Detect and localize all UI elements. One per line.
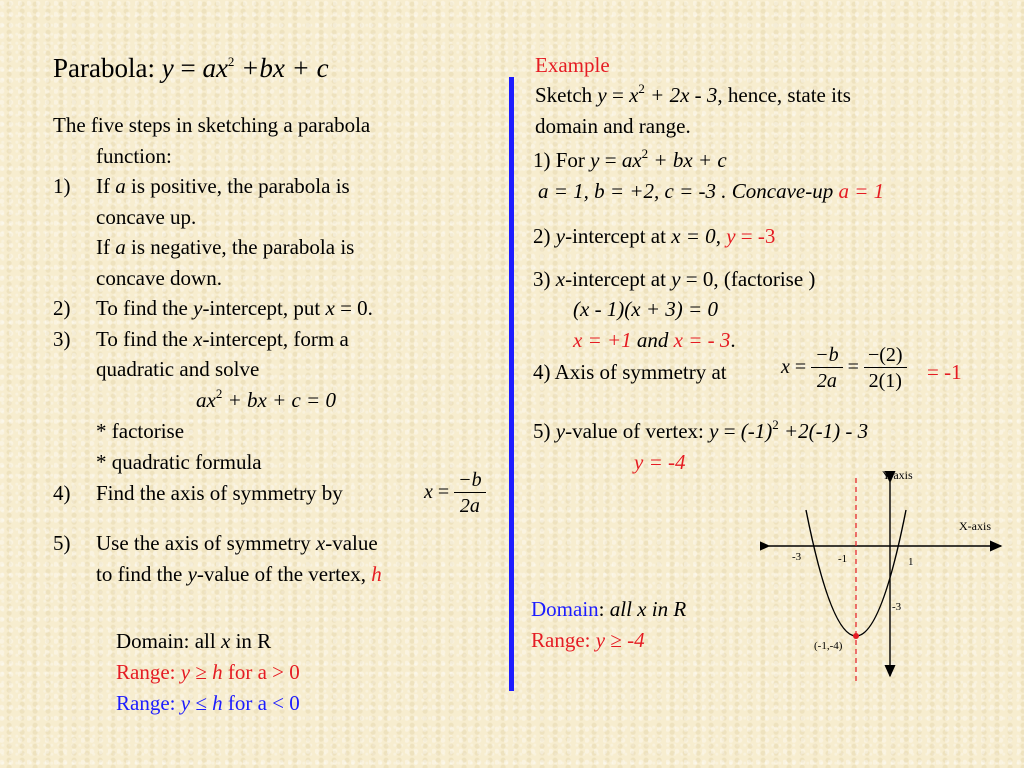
step-2-number: 2) <box>53 296 71 320</box>
range-rule-negative: Range: y ≤ h for a < 0 <box>116 691 300 715</box>
x-tick-neg-3: -3 <box>792 551 802 563</box>
step-1-number: 1) <box>53 174 71 198</box>
axis-of-symmetry-formula: x = $\frac{-b}{2a}$ <box>424 468 486 519</box>
solution-step-1: 1) For $y = ax^2$ + bx + c <box>533 146 727 172</box>
x-tick-neg-1: -1 <box>838 553 848 565</box>
axis-of-symmetry-result: = -1 <box>927 360 962 384</box>
range-rule-positive: Range: y ≥ h for a > 0 <box>116 660 300 684</box>
x-tick-1: 1 <box>908 556 914 568</box>
parabola-graph <box>760 462 1010 688</box>
page-title: Parabola: $y = ax^2 +bx + c$ <box>53 53 329 83</box>
x-intercept-roots: x = +1 and x = - 3. <box>573 328 736 352</box>
solution-step-4: 4) Axis of symmetry at <box>533 360 727 384</box>
example-label: Example <box>535 53 610 77</box>
vertex-y-value: y = -4 <box>634 450 686 474</box>
method-quadratic-formula: * quadratic formula <box>96 450 262 474</box>
method-factorise: * factorise <box>96 419 185 443</box>
intro-line-1: The five steps in sketching a parabola <box>53 113 371 137</box>
step-4-text: Find the axis of symmetry by <box>96 481 343 505</box>
step-1-line-2: concave up. <box>96 205 197 229</box>
y-intercept-label: -3 <box>892 601 902 613</box>
step-5-line-1: Use the axis of symmetry x-value <box>96 531 378 555</box>
column-divider <box>509 77 514 691</box>
example-sketch-line-1: Sketch $y = x^2 + 2x - 3$, hence, state its <box>535 81 851 107</box>
intro-line-2: function: <box>96 144 172 168</box>
solution-step-5: 5) y-value of vertex: $y = (-1)^2 +2(-1) - 3$ <box>533 417 869 443</box>
example-range: Range: y ≥ -4 <box>531 628 645 652</box>
step-2-text: To find the y-intercept, put x = 0. <box>96 296 373 320</box>
step-3-line-1: To find the x-intercept, form a <box>96 327 349 351</box>
vertex-label: (-1,-4) <box>814 640 843 652</box>
step-3-line-2: quadratic and solve <box>96 357 260 381</box>
y-axis-label: Y-axis <box>882 468 913 482</box>
x-axis-label: X-axis <box>959 519 991 533</box>
domain-rule: Domain: all x in R <box>116 629 272 653</box>
step-1-line-3: If a is negative, the parabola is <box>96 235 355 259</box>
example-domain: Domain: all x in R <box>531 597 687 621</box>
step-1-line-1: If a is positive, the parabola is <box>96 174 350 198</box>
example-sketch-line-2: domain and range. <box>535 114 691 138</box>
solution-coefficients: a = 1, b = +2, c = -3 . Concave-up a = 1 <box>538 179 885 203</box>
quadratic-equation: $ax^2$ + bx + c = 0 <box>196 386 336 412</box>
solution-step-2: 2) y-intercept at x = 0, y = -3 <box>533 224 776 248</box>
step-4-number: 4) <box>53 481 71 505</box>
solution-step-3: 3) x-intercept at y = 0, (factorise ) <box>533 267 816 291</box>
step-5-line-2: to find the y-value of the vertex, h <box>96 562 382 586</box>
axis-of-symmetry-calculation: x = $\frac{-b}{2a}$ = $\frac{-(2)}{2(1)}$ <box>781 343 907 394</box>
step-5-number: 5) <box>53 531 71 555</box>
step-3-number: 3) <box>53 327 71 351</box>
step-1-line-4: concave down. <box>96 266 222 290</box>
factorised-equation: (x - 1)(x + 3) = 0 <box>573 297 718 321</box>
vertex-point <box>853 633 859 639</box>
